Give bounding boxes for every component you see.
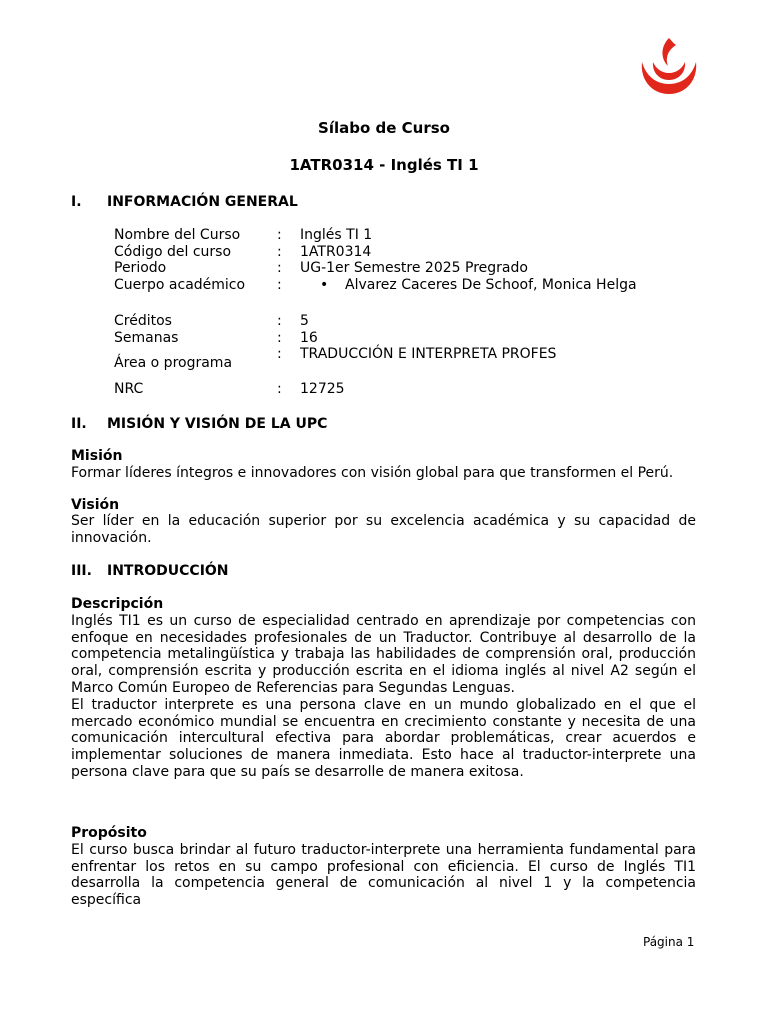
vision-text: Ser líder en la educación superior por su excelencia académica y su capacidad de innovación. xyxy=(71,513,696,546)
info-separator: : xyxy=(277,244,282,260)
info-value: TRADUCCIÓN E INTERPRETA PROFES xyxy=(300,346,557,362)
mission-title: Misión xyxy=(71,448,123,464)
info-label: Nombre del Curso xyxy=(114,227,241,243)
info-separator: : xyxy=(277,227,282,243)
info-value: 16 xyxy=(300,330,318,346)
info-value: Inglés TI 1 xyxy=(300,227,373,243)
info-value: 1ATR0314 xyxy=(300,244,372,260)
course-heading: 1ATR0314 - Inglés TI 1 xyxy=(289,156,479,174)
proposito-title: Propósito xyxy=(71,825,147,841)
descripcion-title: Descripción xyxy=(71,596,164,612)
info-separator: : xyxy=(277,313,282,329)
section-number: III. xyxy=(71,563,92,579)
info-separator: : xyxy=(277,381,282,397)
info-value: Alvarez Caceres De Schoof, Monica Helga xyxy=(345,277,637,293)
section-title-introduccion: INTRODUCCIÓN xyxy=(107,563,229,579)
info-value: UG-1er Semestre 2025 Pregrado xyxy=(300,260,528,276)
section-title-mision-vision: MISIÓN Y VISIÓN DE LA UPC xyxy=(107,416,328,432)
info-separator: : xyxy=(277,346,282,362)
descripcion-paragraph: Inglés TI1 es un curso de especialidad centrado en aprendizaje por competencias con enfoque en necesidades profesionales de un Traductor. Contribuye al desarrollo de la competencia metalingüística y trabaja las habilidades de comprensión oral, producción oral, comprensión escrita y producción escrita en el idioma inglés al nivel A2 según el Marco Común Europeo de Referencias para Segundas Lenguas. xyxy=(71,613,696,696)
page-number: Página 1 xyxy=(643,935,695,949)
info-separator: : xyxy=(277,330,282,346)
section-number: I. xyxy=(71,194,82,210)
info-separator: : xyxy=(277,260,282,276)
section-title-informacion-general: INFORMACIÓN GENERAL xyxy=(107,194,298,210)
info-label: Código del curso xyxy=(114,244,232,260)
proposito-text: El curso busca brindar al futuro traductor-interprete una herramienta fundamental para enfrentar los retos en su campo profesional con eficiencia. El curso de Inglés TI1 desarrolla la competencia general de comunicación al nivel 1 y la competencia específica xyxy=(71,842,696,909)
bullet-icon: • xyxy=(320,277,329,293)
info-label: Semanas xyxy=(114,330,179,346)
info-label: Periodo xyxy=(114,260,167,276)
vision-title: Visión xyxy=(71,497,120,513)
info-value: 12725 xyxy=(300,381,345,397)
document-title: Sílabo de Curso xyxy=(318,119,450,137)
info-label: Cuerpo académico xyxy=(114,277,246,293)
info-label: NRC xyxy=(114,381,144,397)
upc-logo xyxy=(638,36,700,98)
mission-text: Formar líderes íntegros e innovadores con visión global para que transformen el Perú. xyxy=(71,465,674,481)
info-separator: : xyxy=(277,277,282,293)
info-label: Créditos xyxy=(114,313,172,329)
info-value: 5 xyxy=(300,313,309,329)
upc-logo-icon xyxy=(638,36,700,98)
info-label: Área o programa xyxy=(114,355,233,371)
descripcion-paragraph: El traductor interprete es una persona clave en un mundo globalizado en el que el mercado económico mundial se encuentra en crecimiento constante y necesita de una comunicación intercultural efectiva para abordar problemáticas, crear acuerdos e implementar soluciones de manera inmediata. Esto hace al traductor-interprete una persona clave para que su país se desarrolle de manera exitosa. xyxy=(71,697,696,780)
section-number: II. xyxy=(71,416,87,432)
